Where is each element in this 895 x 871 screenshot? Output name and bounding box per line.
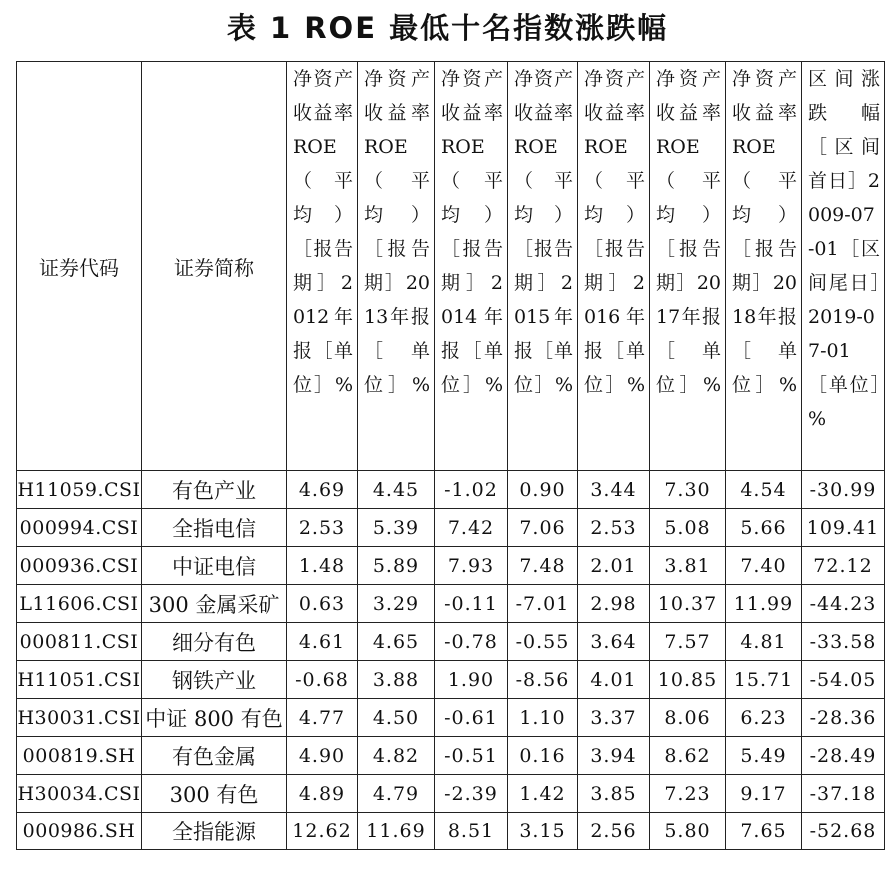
security-code-cell: H30031.CSI: [17, 699, 142, 737]
value-cell: 2.98: [578, 585, 650, 623]
value-cell: 5.89: [358, 547, 435, 585]
header-row: [17, 62, 885, 471]
value-cell: 4.65: [358, 623, 435, 661]
security-name-cell: 钢铁产业: [142, 661, 287, 699]
value-cell: -44.23: [802, 585, 885, 623]
value-cell: -1.02: [435, 471, 508, 509]
value-cell: 4.82: [358, 737, 435, 775]
value-cell: 2.53: [578, 509, 650, 547]
value-cell: 8.62: [650, 737, 726, 775]
value-cell: 9.17: [726, 775, 802, 813]
value-cell: -0.55: [508, 623, 578, 661]
value-cell: -28.49: [802, 737, 885, 775]
value-cell: 7.23: [650, 775, 726, 813]
table-row: [17, 623, 885, 661]
value-cell: 11.69: [358, 813, 435, 850]
table-body: [17, 471, 885, 850]
security-name-cell: 中证电信: [142, 547, 287, 585]
security-code-cell: L11606.CSI: [17, 585, 142, 623]
value-cell: 2.53: [287, 509, 358, 547]
value-cell: 15.71: [726, 661, 802, 699]
value-cell: 4.79: [358, 775, 435, 813]
value-cell: -0.68: [287, 661, 358, 699]
value-cell: 7.57: [650, 623, 726, 661]
value-cell: 4.50: [358, 699, 435, 737]
value-cell: -33.58: [802, 623, 885, 661]
table-row: [17, 547, 885, 585]
column-header: 证券简称: [142, 62, 287, 471]
value-cell: -0.61: [435, 699, 508, 737]
value-cell: 11.99: [726, 585, 802, 623]
value-cell: 1.90: [435, 661, 508, 699]
security-name-cell: 中证 800 有色: [142, 699, 287, 737]
value-cell: 4.90: [287, 737, 358, 775]
value-cell: 7.40: [726, 547, 802, 585]
column-header: 区间涨跌幅［区间首日］2009-07-01［区间尾日］2019-07-01［单位］%: [802, 62, 885, 471]
value-cell: 1.10: [508, 699, 578, 737]
value-cell: 109.41: [802, 509, 885, 547]
value-cell: 3.81: [650, 547, 726, 585]
value-cell: -52.68: [802, 813, 885, 850]
table-row: [17, 471, 885, 509]
security-code-cell: H11051.CSI: [17, 661, 142, 699]
value-cell: 7.93: [435, 547, 508, 585]
security-name-cell: 全指能源: [142, 813, 287, 850]
table-row: [17, 813, 885, 850]
security-code-cell: 000819.SH: [17, 737, 142, 775]
value-cell: 0.90: [508, 471, 578, 509]
value-cell: 4.89: [287, 775, 358, 813]
value-cell: 5.80: [650, 813, 726, 850]
value-cell: 1.48: [287, 547, 358, 585]
value-cell: -30.99: [802, 471, 885, 509]
value-cell: 4.01: [578, 661, 650, 699]
roe-table: [16, 61, 885, 850]
column-header: 净资产收益率ROE（平均）［报告期］2017年报［单位］%: [650, 62, 726, 471]
value-cell: 7.42: [435, 509, 508, 547]
security-name-cell: 有色产业: [142, 471, 287, 509]
value-cell: 0.16: [508, 737, 578, 775]
security-code-cell: H11059.CSI: [17, 471, 142, 509]
value-cell: -2.39: [435, 775, 508, 813]
value-cell: 3.37: [578, 699, 650, 737]
value-cell: 5.49: [726, 737, 802, 775]
value-cell: 3.15: [508, 813, 578, 850]
value-cell: -0.78: [435, 623, 508, 661]
column-header: 证券代码: [17, 62, 142, 471]
value-cell: 3.88: [358, 661, 435, 699]
value-cell: -0.51: [435, 737, 508, 775]
value-cell: -0.11: [435, 585, 508, 623]
table-row: [17, 661, 885, 699]
value-cell: -37.18: [802, 775, 885, 813]
value-cell: 5.39: [358, 509, 435, 547]
value-cell: 0.63: [287, 585, 358, 623]
table-title: 表 1 ROE 最低十名指数涨跌幅: [226, 11, 669, 45]
column-header: 净资产收益率ROE（平均）［报告期］2012年报［单位］%: [287, 62, 358, 471]
value-cell: 10.85: [650, 661, 726, 699]
table-row: [17, 699, 885, 737]
security-name-cell: 300 有色: [142, 775, 287, 813]
value-cell: 2.56: [578, 813, 650, 850]
value-cell: 5.66: [726, 509, 802, 547]
value-cell: 6.23: [726, 699, 802, 737]
value-cell: 10.37: [650, 585, 726, 623]
value-cell: 2.01: [578, 547, 650, 585]
table-row: [17, 509, 885, 547]
value-cell: 5.08: [650, 509, 726, 547]
value-cell: 7.65: [726, 813, 802, 850]
value-cell: 7.48: [508, 547, 578, 585]
value-cell: -7.01: [508, 585, 578, 623]
value-cell: -54.05: [802, 661, 885, 699]
column-header: 净资产收益率ROE（平均）［报告期］2014年报［单位］%: [435, 62, 508, 471]
value-cell: 7.06: [508, 509, 578, 547]
value-cell: 3.85: [578, 775, 650, 813]
security-name-cell: 细分有色: [142, 623, 287, 661]
value-cell: 8.51: [435, 813, 508, 850]
value-cell: 3.64: [578, 623, 650, 661]
value-cell: 72.12: [802, 547, 885, 585]
column-header: 净资产收益率ROE（平均）［报告期］2013年报［单位］%: [358, 62, 435, 471]
value-cell: 8.06: [650, 699, 726, 737]
value-cell: 4.69: [287, 471, 358, 509]
value-cell: 4.61: [287, 623, 358, 661]
security-name-cell: 300 金属采矿: [142, 585, 287, 623]
security-code-cell: 000986.SH: [17, 813, 142, 850]
value-cell: 4.45: [358, 471, 435, 509]
security-name-cell: 有色金属: [142, 737, 287, 775]
value-cell: 12.62: [287, 813, 358, 850]
value-cell: 4.81: [726, 623, 802, 661]
security-name-cell: 全指电信: [142, 509, 287, 547]
column-header: 净资产收益率ROE（平均）［报告期］2016年报［单位］%: [578, 62, 650, 471]
security-code-cell: H30034.CSI: [17, 775, 142, 813]
table-row: [17, 585, 885, 623]
table-row: [17, 775, 885, 813]
value-cell: 1.42: [508, 775, 578, 813]
value-cell: -28.36: [802, 699, 885, 737]
security-code-cell: 000811.CSI: [17, 623, 142, 661]
security-code-cell: 000994.CSI: [17, 509, 142, 547]
value-cell: 3.94: [578, 737, 650, 775]
value-cell: 4.77: [287, 699, 358, 737]
value-cell: -8.56: [508, 661, 578, 699]
value-cell: 7.30: [650, 471, 726, 509]
column-header: 净资产收益率ROE（平均）［报告期］2015年报［单位］%: [508, 62, 578, 471]
column-header: 净资产收益率ROE（平均）［报告期］2018年报［单位］%: [726, 62, 802, 471]
value-cell: 3.44: [578, 471, 650, 509]
value-cell: 4.54: [726, 471, 802, 509]
table-row: [17, 737, 885, 775]
value-cell: 3.29: [358, 585, 435, 623]
security-code-cell: 000936.CSI: [17, 547, 142, 585]
